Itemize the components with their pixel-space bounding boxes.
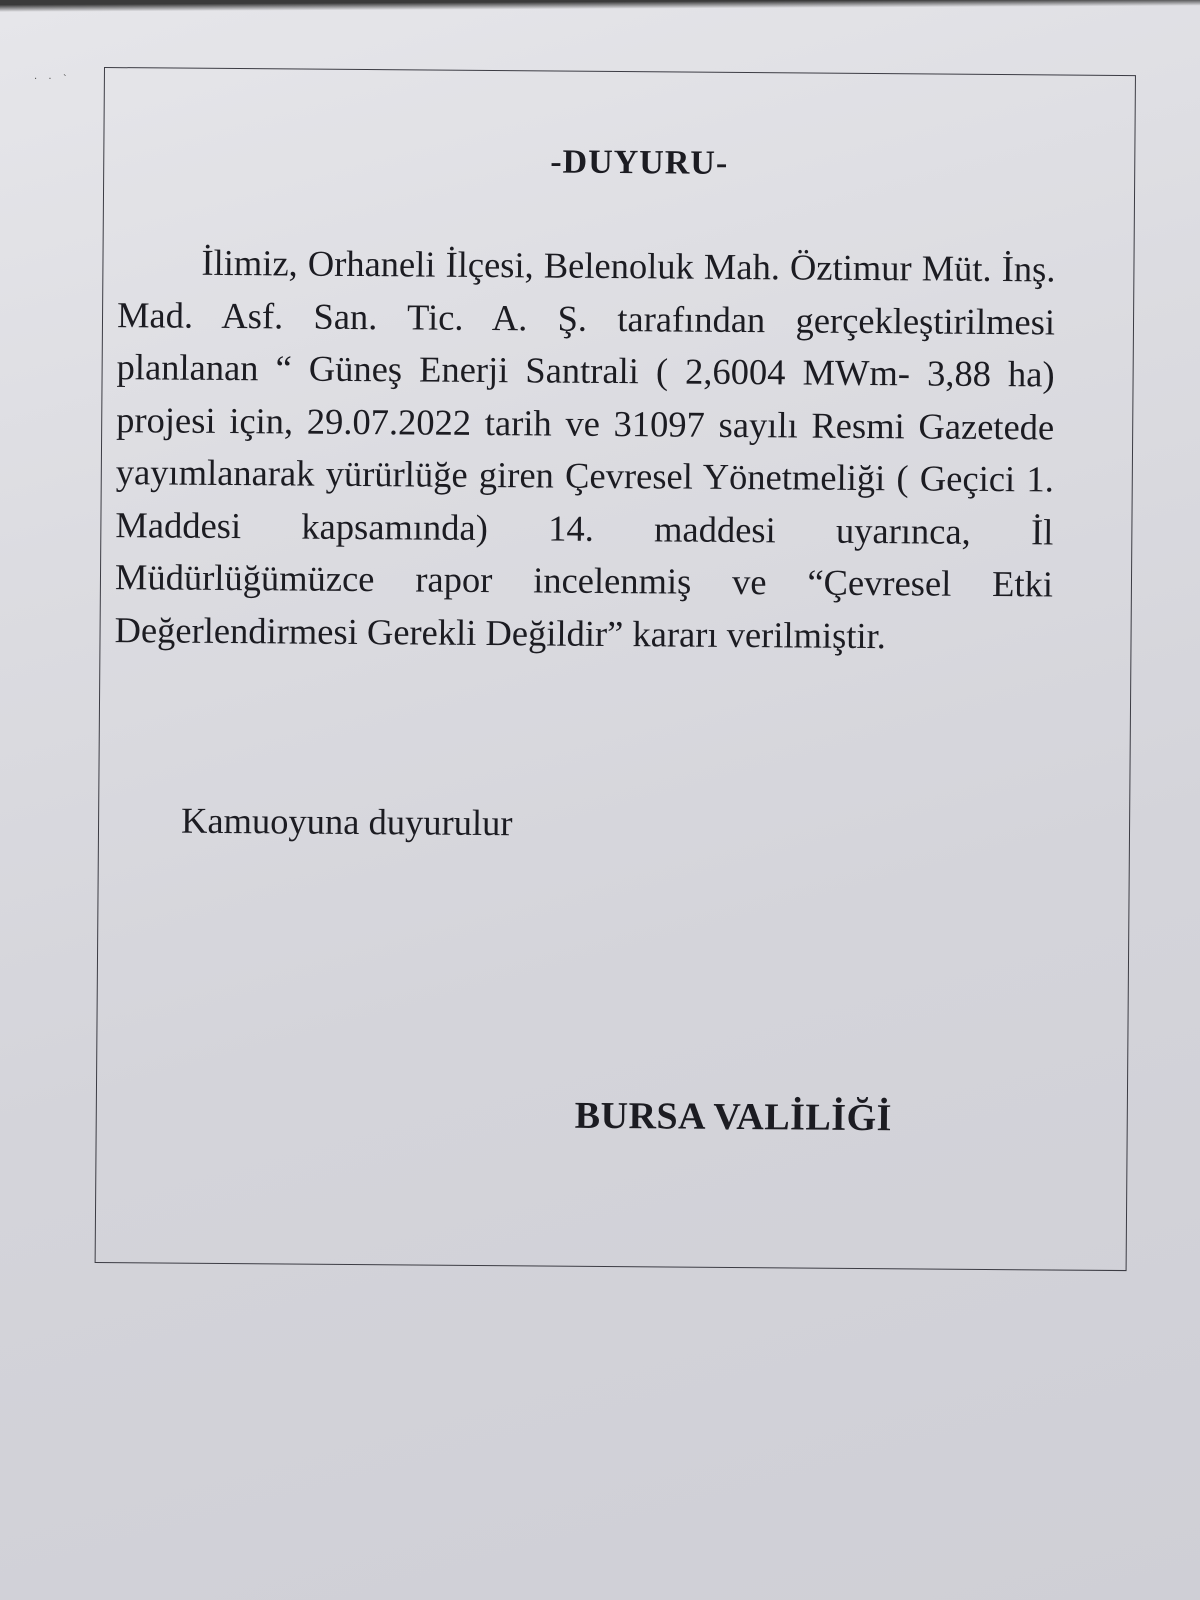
notice-closing: Kamuoyuna duyurulur xyxy=(180,799,513,844)
notice-signature: BURSA VALİLİĞİ xyxy=(574,1094,893,1140)
notice-body: İlimiz, Orhaneli İlçesi, Belenoluk Mah. Öztimur Müt. İnş. Mad. Asf. San. Tic. A. Ş. tarafından gerçekleştirilmesi planlanan “ Güneş Enerji Santrali ( 2,6004 MWm- 3,88 ha) projesi için, 29.07.2022 tarih ve 31097 sayılı Resmi Gazetede yayımlanarak yürürlüğe giren Çevresel Yönetmeliği ( Geçici 1. Maddesi kapsamında) 14. maddesi uyarınca, İl Müdürlüğümüzce rapor incelenmiş ve “Çevresel Etki Değerlendirmesi Gerekli Değildir” kararı verilmiştir. xyxy=(114,241,1056,656)
paper-specks: · · ˋ xyxy=(34,74,72,85)
notice-frame xyxy=(95,67,1136,1271)
notice-title: -DUYURU- xyxy=(550,143,729,182)
